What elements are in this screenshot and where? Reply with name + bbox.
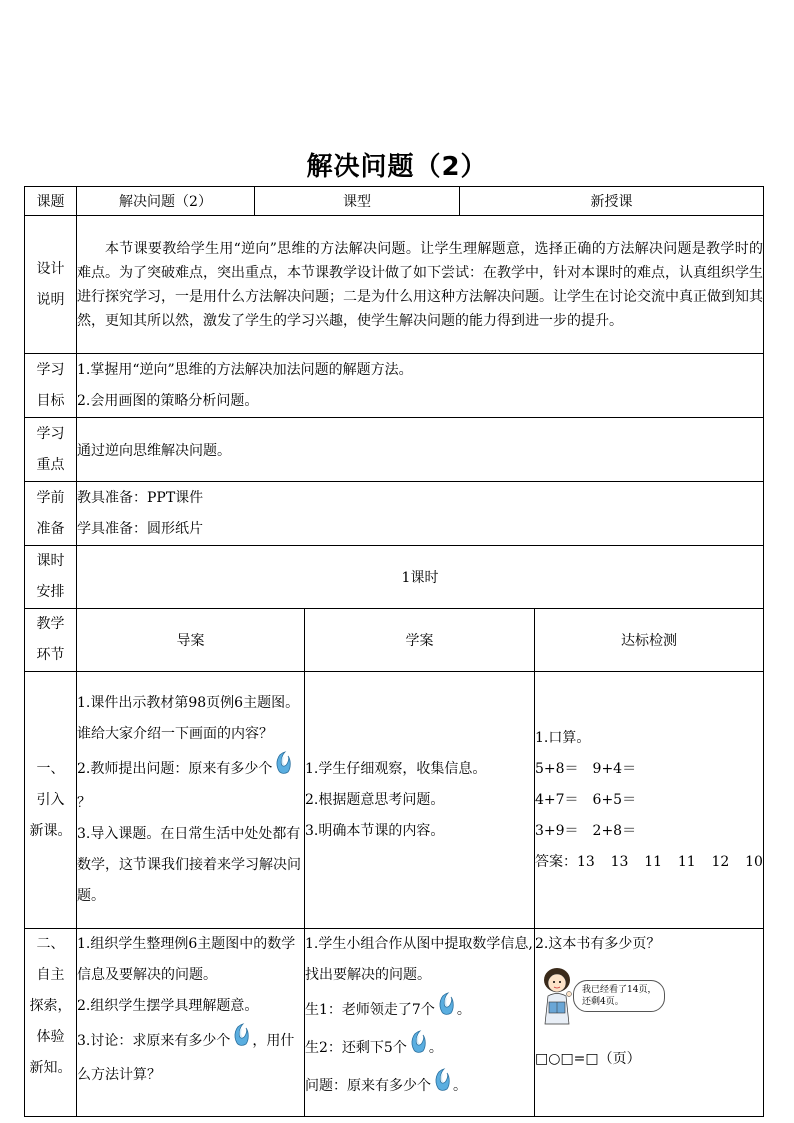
student1-text: 生1：老师领走了7个 (305, 1002, 435, 1018)
section-label (25, 609, 77, 672)
stage1-guide-p2-end: ？ (77, 795, 91, 811)
answer-row (535, 847, 763, 878)
stage2-label-line: 二、 (36, 936, 65, 952)
stage2-guide-p2: 2.组织学生摆学具理解题意。 (77, 998, 259, 1014)
mental-math-row: 4+7＝ 6+5＝ (535, 791, 637, 808)
goal-item: 2.会用画图的策略分析问题。 (77, 392, 259, 409)
stage2-check-question: 2.这本书有多少页？ (535, 936, 661, 952)
stage1-check (535, 672, 764, 929)
balloon-icon (407, 1029, 429, 1067)
stage2-label-line: 自主 (36, 967, 65, 983)
prep-label (25, 482, 77, 546)
type-value: 新授课 (460, 187, 764, 216)
stage2-guide (77, 929, 305, 1117)
topic-row (25, 187, 764, 216)
answer-value: 11 (644, 853, 663, 870)
stage2-study-question (305, 1067, 534, 1105)
speech-bubble (573, 980, 665, 1012)
stage1-label-line: 一、 (36, 760, 65, 777)
col-study-header: 学案 (305, 609, 535, 672)
answer-value: 11 (677, 853, 696, 870)
prep-item: 学具准备：圆形纸片 (77, 520, 203, 537)
goals-label-line1: 学习 (36, 361, 65, 378)
stage2-guide-p3-end: ，用什么方法计算？ (77, 1033, 295, 1083)
stage2-study-p1: 1.学生小组合作从图中提取数学信息,找出要解决的问题。 (305, 936, 533, 983)
answer-value: 13 (610, 853, 629, 870)
time-text: 1课时 (77, 546, 764, 609)
stage1-guide-p2 (77, 750, 304, 819)
page-title: 解决问题（2） (306, 152, 488, 182)
goal-item: 1.掌握用“逆向”思维的方法解决加法问题的解题方法。 (77, 361, 413, 378)
balloon-icon (272, 750, 294, 788)
student2-end: 。 (428, 1040, 443, 1056)
speech-bubble-line: 还剩4页。 (582, 997, 624, 1007)
question-text: 问题：原来有多少个 (305, 1078, 431, 1094)
stage2-row (25, 929, 764, 1117)
section-header-row (25, 609, 764, 672)
time-row (25, 546, 764, 609)
focus-label-line1: 学习 (36, 425, 65, 442)
section-label-line1: 教学 (36, 616, 65, 632)
stage2-study-s2 (305, 1029, 534, 1067)
prep-row (25, 482, 764, 546)
stage2-guide-p3-text: 3.讨论：求原来有多少个 (77, 1033, 231, 1049)
prep-label-line2: 准备 (36, 520, 65, 537)
stage1-check-heading: 1.口算。 (535, 729, 591, 746)
time-label-line1: 课时 (36, 553, 65, 569)
student1-end: 。 (456, 1002, 471, 1018)
student2-text: 生2：还剩下5个 (305, 1040, 407, 1056)
stage1-label-line: 引入 (36, 791, 65, 808)
answer-label-text: 答案： (535, 853, 577, 870)
design-label-line1: 设计 (36, 260, 65, 277)
goals-row (25, 354, 764, 418)
stage1-row (25, 672, 764, 929)
topic-value: 解决问题（2） (77, 187, 255, 216)
prep-content (77, 482, 764, 546)
stage1-study-item: 2.根据题意思考问题。 (305, 791, 445, 808)
stage1-study-item: 1.学生仔细观察，收集信息。 (305, 760, 487, 777)
prep-item: 教具准备：PPT课件 (77, 489, 204, 506)
stage2-label (25, 929, 77, 1117)
type-label: 课型 (255, 187, 460, 216)
speech-bubble-line: 我已经看了14页， (582, 985, 657, 995)
balloon-icon (431, 1067, 453, 1105)
stage1-label (25, 672, 77, 929)
balloon-icon (435, 991, 457, 1029)
focus-label (25, 418, 77, 482)
stage1-guide (77, 672, 305, 929)
goals-label-line2: 目标 (36, 392, 65, 409)
answer-value: 13 (577, 853, 595, 870)
goals-content (77, 354, 764, 418)
focus-text: 通过逆向思维解决问题。 (77, 418, 764, 482)
focus-label-line2: 重点 (36, 456, 65, 473)
stage1-label-line: 新课。 (29, 822, 72, 839)
stage2-guide-p3 (77, 1022, 304, 1091)
stage1-study-item: 3.明确本节课的内容。 (305, 822, 445, 839)
question-end: 。 (453, 1078, 467, 1094)
stage2-check (535, 929, 764, 1117)
time-label-line2: 安排 (36, 584, 65, 600)
goals-label (25, 354, 77, 418)
balloon-icon (230, 1022, 252, 1060)
stage2-label-line: 体验 (36, 1029, 65, 1045)
col-guide-header: 导案 (77, 609, 305, 672)
answer-formula: □○□=□（页） (535, 1051, 641, 1067)
stage1-guide-p2-text: 2.教师提出问题：原来有多少个 (77, 761, 273, 777)
book-illustration (535, 964, 763, 1038)
stage1-study (305, 672, 535, 929)
stage1-guide-p3: 3.导入课题。在日常生活中处处都有数学，这节课我们接着来学习解决问题。 (77, 826, 301, 904)
design-row (25, 216, 764, 354)
stage2-study (305, 929, 535, 1117)
stage2-study-s1 (305, 991, 534, 1029)
col-check-header: 达标检测 (535, 609, 764, 672)
answer-value: 12 (711, 853, 730, 870)
topic-label: 课题 (25, 187, 77, 216)
stage2-guide-p1: 1.组织学生整理例6主题图中的数学信息及要解决的问题。 (77, 936, 296, 983)
answer-value: 10 (745, 853, 763, 870)
design-text: 本节课要教给学生用“逆向”思维的方法解决问题。让学生理解题意，选择正确的方法解决问题是教学时的难点。为了突破难点，突出重点，本节课教学设计做了如下尝试：在教学中，针对本课时的难点，认真组织学生进行探究学习，一是用什么方法解决问题；二是为什么用这种方法解决问题。让学生在讨论交流中真正做到知其然，更知其所以然，激发了学生的学习兴趣，使学生解决问题的能力得到进一步的提升。 (77, 216, 764, 354)
stage2-label-line: 探索， (29, 998, 72, 1014)
lesson-plan-table (24, 186, 764, 1117)
design-label (25, 216, 77, 354)
mental-math-row: 5+8＝ 9+4＝ (535, 760, 637, 777)
section-label-line2: 环节 (36, 647, 65, 663)
time-label (25, 546, 77, 609)
design-label-line2: 说明 (36, 291, 65, 308)
prep-label-line1: 学前 (36, 489, 65, 506)
stage2-label-line: 新知。 (29, 1060, 72, 1076)
mental-math-row: 3+9＝ 2+8＝ (535, 822, 637, 839)
answer-label (535, 847, 595, 878)
stage1-guide-p1: 1.课件出示教材第98页例6主题图。谁给大家介绍一下画面的内容？ (77, 695, 300, 742)
focus-row (25, 418, 764, 482)
